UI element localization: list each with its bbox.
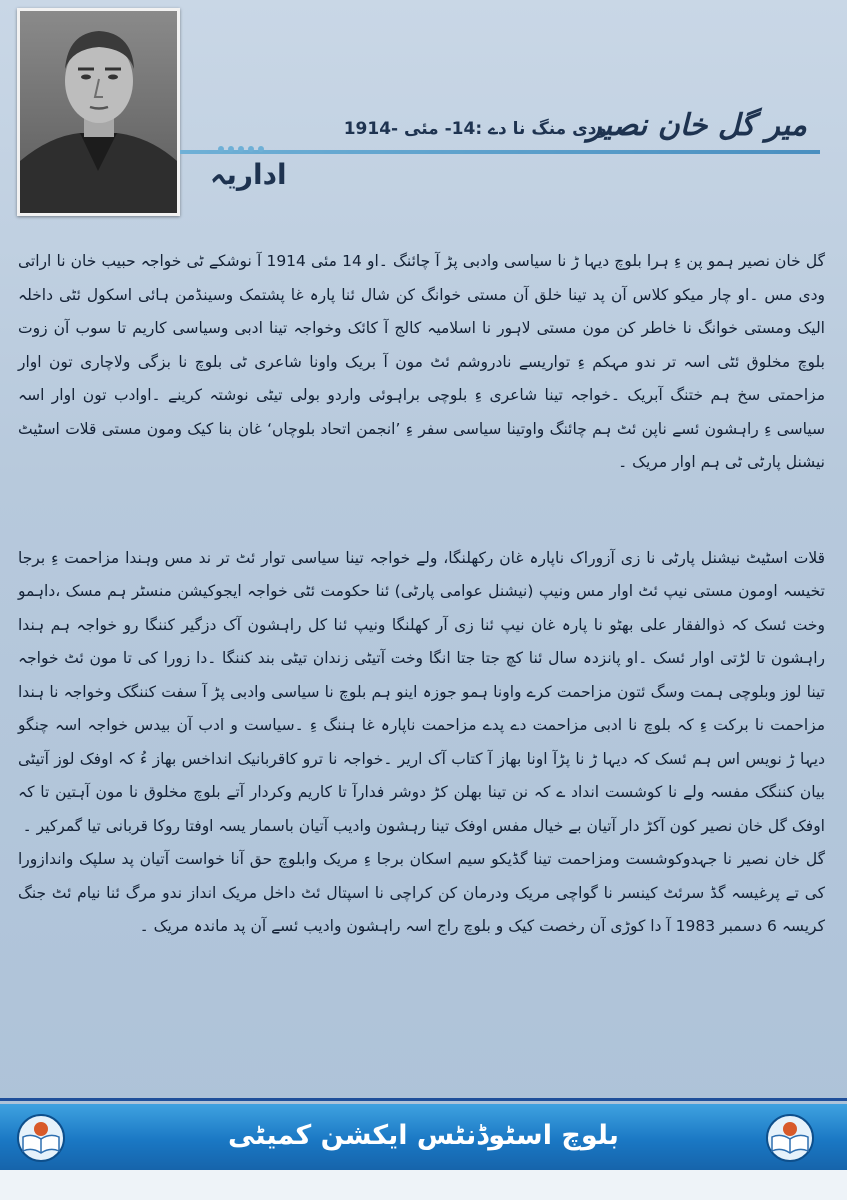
organization-name: بلوچ اسٹوڈنٹس ایکشن کمیٹی (228, 1120, 619, 1151)
book-emblem-icon (763, 1113, 817, 1163)
dot-decoration (258, 146, 264, 152)
dot-decoration (248, 146, 254, 152)
page-bottom-margin (0, 1170, 847, 1200)
dot-decoration (238, 146, 244, 152)
dot-decoration (228, 146, 234, 152)
birth-date-subtitle: ودی منگ نا دے :14- مئی -1914 (343, 119, 607, 139)
portrait-photo (17, 8, 180, 216)
article-body (18, 245, 825, 944)
footer-divider (0, 1098, 847, 1101)
portrait-image (20, 11, 177, 213)
header (207, 108, 807, 168)
paragraph-1: گل خان نصیر ہمو پن ءِ ہرا بلوچ دیہا ڑ نا سیاسی وادبی پڑ آ چائنگ ۔او 14 مئی 1914 آ نوشکے ٹی خواجہ حبیب خان نا اراتی ودی مس ۔او چار میکو کلاس آن پد تینا خلق آن مستی خوانگ کن شال ئنا پارہ غا پشتمک وسینڈمن ہائی اسکول ئٹی داخلہ الیک ومستی خوانگ نا خاطر کن مون مستی لاہور نا اسلامیہ کالج آ کائک وخواجہ تینا ادبی وسیاسی کاریم تا سوب آن زوت بلوچ مخلوق ئٹی اسہ تر ندو مہکم ءِ تواریسے نادروشم ئٹ مون آ بریک واونا شاعری ٹی بلوچ نا بزگی ولاچاری تون اوار مزاحمتی سخ ہم ختنگ آبریک ۔خواجہ تینا شاعری ءِ بلوچی براہوئی واردو بولی تیٹی نوشتہ کرینے ۔اوادب تون اوار اسہ سیاسی ءِ راہشون ئسے ناپن ئٹ ہم چائنگ واوتینا سیاسی سفر ءِ ’انجمن اتحاد بلوچاں‘ غان بنا کیک ومون مستی قلات اسٹیٹ نیشنل پارٹی ٹی ہم اوار مریک ۔ (18, 252, 825, 471)
rule-dots-decoration (218, 146, 264, 152)
footer-banner (0, 1104, 847, 1170)
section-heading: اداریہ (210, 158, 287, 191)
page-title: میر گل خان نصیر (587, 108, 807, 143)
paragraph-3: گل خان نصیر نا جہدوکوشست ومزاحمت تینا گڈیکو سیم اسکان برجا ءِ مریک وابلوچ حق آنا خواست آتیان پد سلپک واندازورا کی تے پرغیسہ گڈ سرئٹ کینسر نا گواچی مریک ودرمان کن کراچی نا اسپتال ئٹ داخل مریک انداز ندو مرگ ئنا نیام ئٹ جنگ کریسہ 6 دسمبر 1983 آ دا کوڑی آن رخصت کیک و بلوچ راج اسہ راہشون وادیب ئسے آن پد ماندہ مریک ۔ (18, 850, 825, 935)
paragraph-2: قلات اسٹیٹ نیشنل پارٹی نا زی آزوراک ناپارہ غان رکھلنگا، ولے خواجہ تینا سیاسی توار ئٹ تر ند مس وہندا مزاحمت ءِ برجا تخیسہ اومون مستی نیپ ئٹ اوار مس ونیپ (نیشنل عوامی پارٹی) ئنا حکومت ئٹی خواجہ ایجوکیشن منسٹر ہم مسک ،داہمو وخت ئسک کہ ذوالفقار علی بھٹو نا پارہ غان نیپ ئنا زی آر کھلنگا ونیپ ئنا کل راہشون آک دزگیر کننگا رو خواجہ ہم ہندا راہشون تا لڑتی اوار ئسک ۔او پانزدہ سال ئنا کچ جتا جتا انگا وخت آتیٹی زندان تیٹی بند کننگا ۔دا زورا کی تا مون ئٹ خواجہ تینا لوز وبلوچی ہمت وسگ ئتون مزاحمت کرے واونا ہمو جوزہ اینو ہم بلوچ نا سیاسی وادبی پڑ آ سفت کننگک وخواجہ نا ہندا مزاحمت نا برکت ءِ کہ بلوچ نا ادبی مزاحمت دے پدے مزاحمت ناپارہ غا ہننگ ءِ ۔سیاست و ادب آن بیدس خواجہ اسہ چنگو دیہا ڑ نویس اس ہم ئسک کہ دیہا ڑ نا پڑآ اونا بھاز آ کتاب آک اریر ۔خواجہ نا ترو کاقربانیک انداخس بھاز ءُ کہ اوفک لوز آتیٹی بیان کننگک مفسہ ولے نا کوشست انداد ے کہ نن تینا بھلن کڑ دوشر فدارآ تا کاریم وکردار آتے بلوچ مخلوق نا مون آہتین تا کہ اوفک گل خان نصیر کون آکڑ دار آتیان بے خیال مفس اوفک تینا رہشون وادیب آتیان باسمار یسہ اوفتا روکا قربانی تیا گمرکیر ۔ (18, 548, 825, 835)
dot-decoration (218, 146, 224, 152)
title-rule-divider (180, 150, 820, 154)
